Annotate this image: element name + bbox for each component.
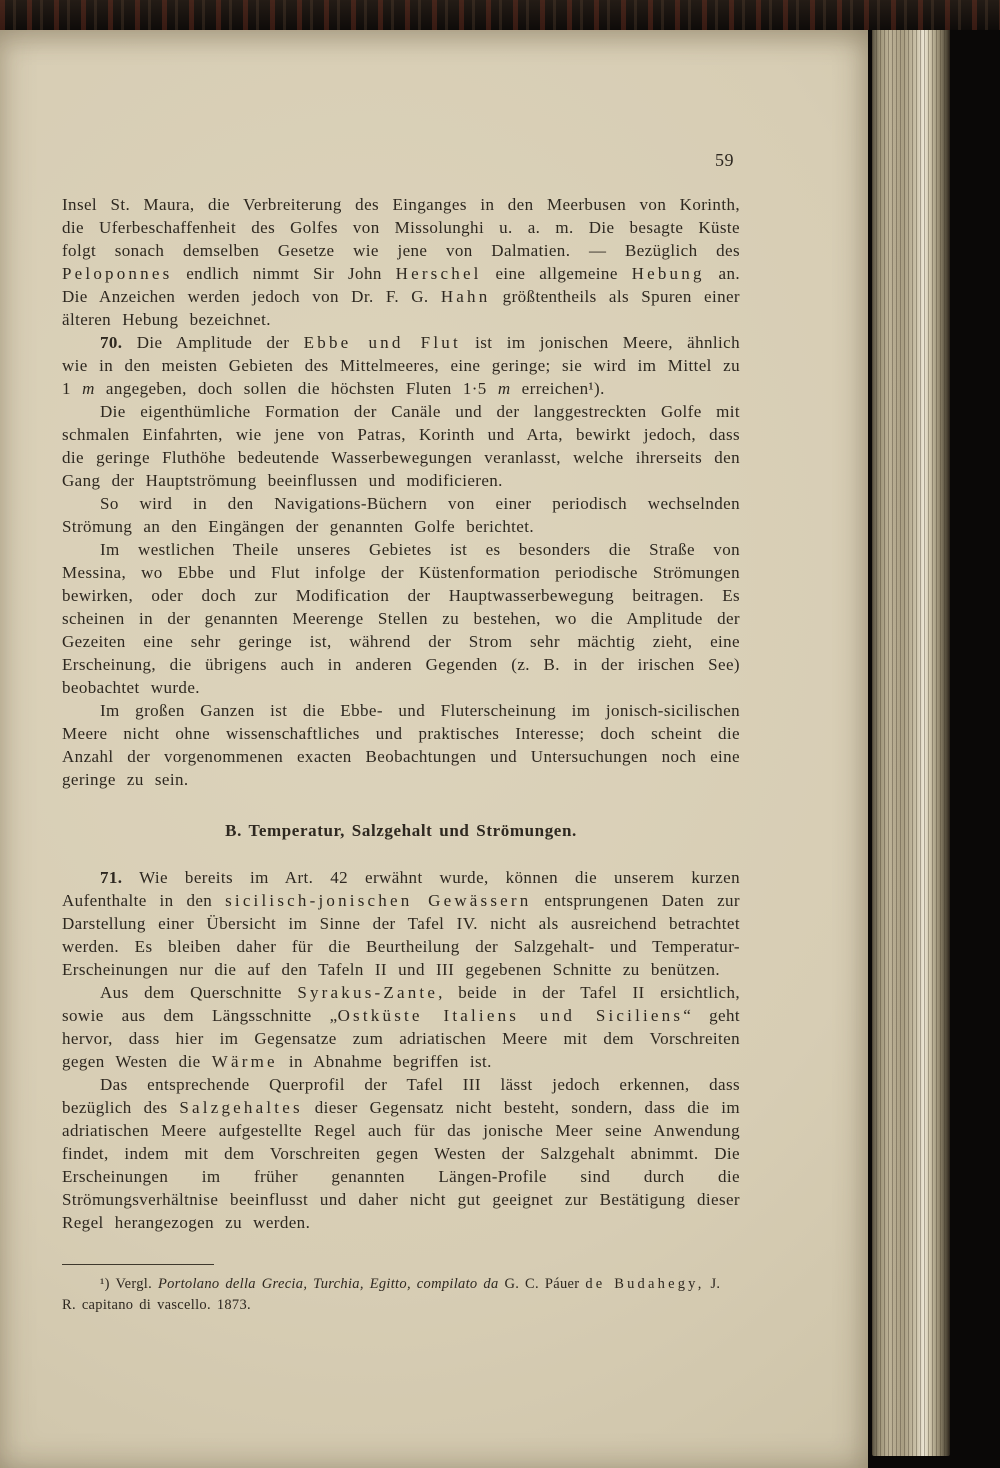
article-number: 71.	[100, 868, 123, 887]
text-run: größtentheils als Spuren einer älteren Hebung bezeichnet.	[62, 287, 740, 329]
footnote	[62, 1264, 740, 1316]
text-run: Wärme	[211, 1052, 278, 1071]
text-run: Im großen Ganzen ist die Ebbe- und Fluterscheinung im jonisch-sicilischen Meere nicht ohne wissenschaftliches und praktisches Interesse; doch scheint die Anzahl der vorgenommenen exacten Beobachtungen und Untersuchungen noch eine geringe zu sein.	[62, 701, 740, 789]
text-run: G. C. Páuer	[498, 1276, 586, 1292]
text-run: ¹) Vergl.	[100, 1276, 158, 1292]
text-run: endlich nimmt Sir John	[172, 264, 396, 283]
text-run: entsprungenen Daten zur Darstellung einer Übersicht im Sinne der Tafel IV. nicht als ausreichend betrachtet werden. Es bleiben daher für die Beurtheilung der Salzgehalt- und Temperatur-Erscheinungen nur die auf den Tafeln II und III gegebenen Schnitte zu benützen.	[62, 891, 740, 979]
paragraph-9	[62, 1073, 740, 1234]
text-run: Im westlichen Theile unseres Gebietes ist es besonders die Straße von Messina, wo Ebbe und Flut infolge der Küstenformation periodische Strömungen bewirken, oder doch zur Modification der Hauptwasserbewegung beitragen. Es scheinen in der genannten Meerenge Stellen zu bestehen, wo die Amplitude der Gezeiten eine sehr geringe ist, während der Strom sehr mächtig zieht, eine Erscheinung, die übrigens auch in anderen Gegenden (z. B. in der irischen See) beobachtet wurde.	[62, 540, 740, 697]
stacked-page-edges	[872, 26, 950, 1456]
text-run: Wie bereits im Art. 42 erwähnt wurde, können die unserem kurzen Aufenthalte in den	[62, 868, 740, 910]
text-run: Salzgehaltes	[179, 1098, 303, 1117]
text-run: Die Amplitude der	[122, 333, 304, 352]
text-run: erreichen¹).	[510, 379, 605, 398]
page	[0, 28, 872, 1468]
paragraph-1	[62, 193, 740, 331]
text-run: Peloponnes	[62, 264, 173, 283]
text-run: J. R. capitano di vascello. 1873.	[62, 1276, 721, 1313]
paragraph-3	[62, 400, 740, 492]
paragraph-5	[62, 538, 740, 699]
paragraph-7	[62, 866, 740, 981]
text-run: Das entsprechende Querprofil der Tafel III lässt jedoch erkennen, dass bezüglich des	[62, 1075, 740, 1117]
text-run: Herschel	[395, 264, 482, 283]
paragraph-2	[62, 331, 740, 400]
footnote-rule	[62, 1264, 214, 1265]
section-heading: B. Temperatur, Salzgehalt und Strömungen.	[225, 821, 577, 840]
text-run: “ geht hervor, dass hier im Gegensatze zum adriatischen Meere mit dem Vorschreiten gegen Westen die	[62, 1006, 741, 1071]
text-run: Hahn	[440, 287, 491, 306]
text-run: Hebung	[631, 264, 705, 283]
text-run: m	[82, 379, 95, 398]
text-run: an. Die Anzeichen werden jedoch von Dr. F. G.	[62, 264, 740, 306]
text-run: Ebbe und Flut	[303, 333, 461, 352]
text-run: de Budahegy,	[585, 1276, 705, 1292]
text-run: eine allgemeine	[481, 264, 632, 283]
text-run: Ostküste Italiens und Siciliens	[337, 1006, 684, 1025]
text-run: Aus dem Querschnitte	[100, 983, 298, 1002]
text-run: Die eigenthümliche Formation der Canäle und der langgestreckten Golfe mit schmalen Einfahrten, wie jene von Patras, Korinth und Arta, bewirkt jedoch, dass die geringe Fluthöhe bedeutende Wasserbewegungen veranlasst, welche ihrerseits den Gang der Hauptströmung beeinflussen und modificieren.	[62, 402, 740, 490]
text-run: in Abnahme begriffen ist.	[277, 1052, 492, 1071]
text-run: ist im jonischen Meere, ähnlich wie in den meisten Gebieten des Mittelmeeres, eine geringe; sie wird im Mittel zu 1	[62, 333, 740, 398]
binding-top-edge	[0, 0, 1000, 30]
text-run: sicilisch-jonischen Gewässern	[225, 891, 532, 910]
text-run: Portolano della Grecia, Turchia, Egitto, compilato da	[157, 1276, 499, 1292]
paragraph-6	[62, 699, 740, 791]
footnote-text	[62, 1274, 740, 1316]
paragraph-4	[62, 492, 740, 538]
text-run: , beide in der Tafel II ersichtlich, sowie aus dem Längsschnitte „	[62, 983, 741, 1025]
page-number: 59	[715, 150, 734, 170]
text-run: Syrakus-Zante	[297, 983, 439, 1002]
text-run: angegeben, doch sollen die höchsten Fluten 1·5	[94, 379, 498, 398]
text-area	[62, 150, 740, 1316]
paragraph-8	[62, 981, 740, 1073]
text-run: dieser Gegensatz nicht besteht, sondern, dass die im adriatischen Meere aufgestellte Regel auch für das jonische Meer seine Anwendung findet, indem mit dem Vorschreiten gegen Westen der Salzgehalt abnimmt. Die Erscheinungen im früher genannten Längen-Profile sind durch die Strömungsverhältnise beeinflusst und daher nicht gut geeignet zur Bestätigung dieser Regel herangezogen zu werden.	[62, 1098, 740, 1232]
article-number: 70.	[100, 333, 123, 352]
text-run: So wird in den Navigations-Büchern von einer periodisch wechselnden Strömung an den Eingängen der genannten Golfe berichtet.	[62, 494, 740, 536]
text-run: m	[497, 379, 511, 398]
text-run: Insel St. Maura, die Verbreiterung des Einganges in den Meerbusen von Korinth, die Uferbeschaffenheit des Golfes von Missolunghi u. a. m. Die besagte Küste folgt sonach demselben Gesetze wie jene von Dalmatien. — Bezüglich des	[62, 195, 740, 260]
book-fore-edge	[868, 0, 1000, 1468]
